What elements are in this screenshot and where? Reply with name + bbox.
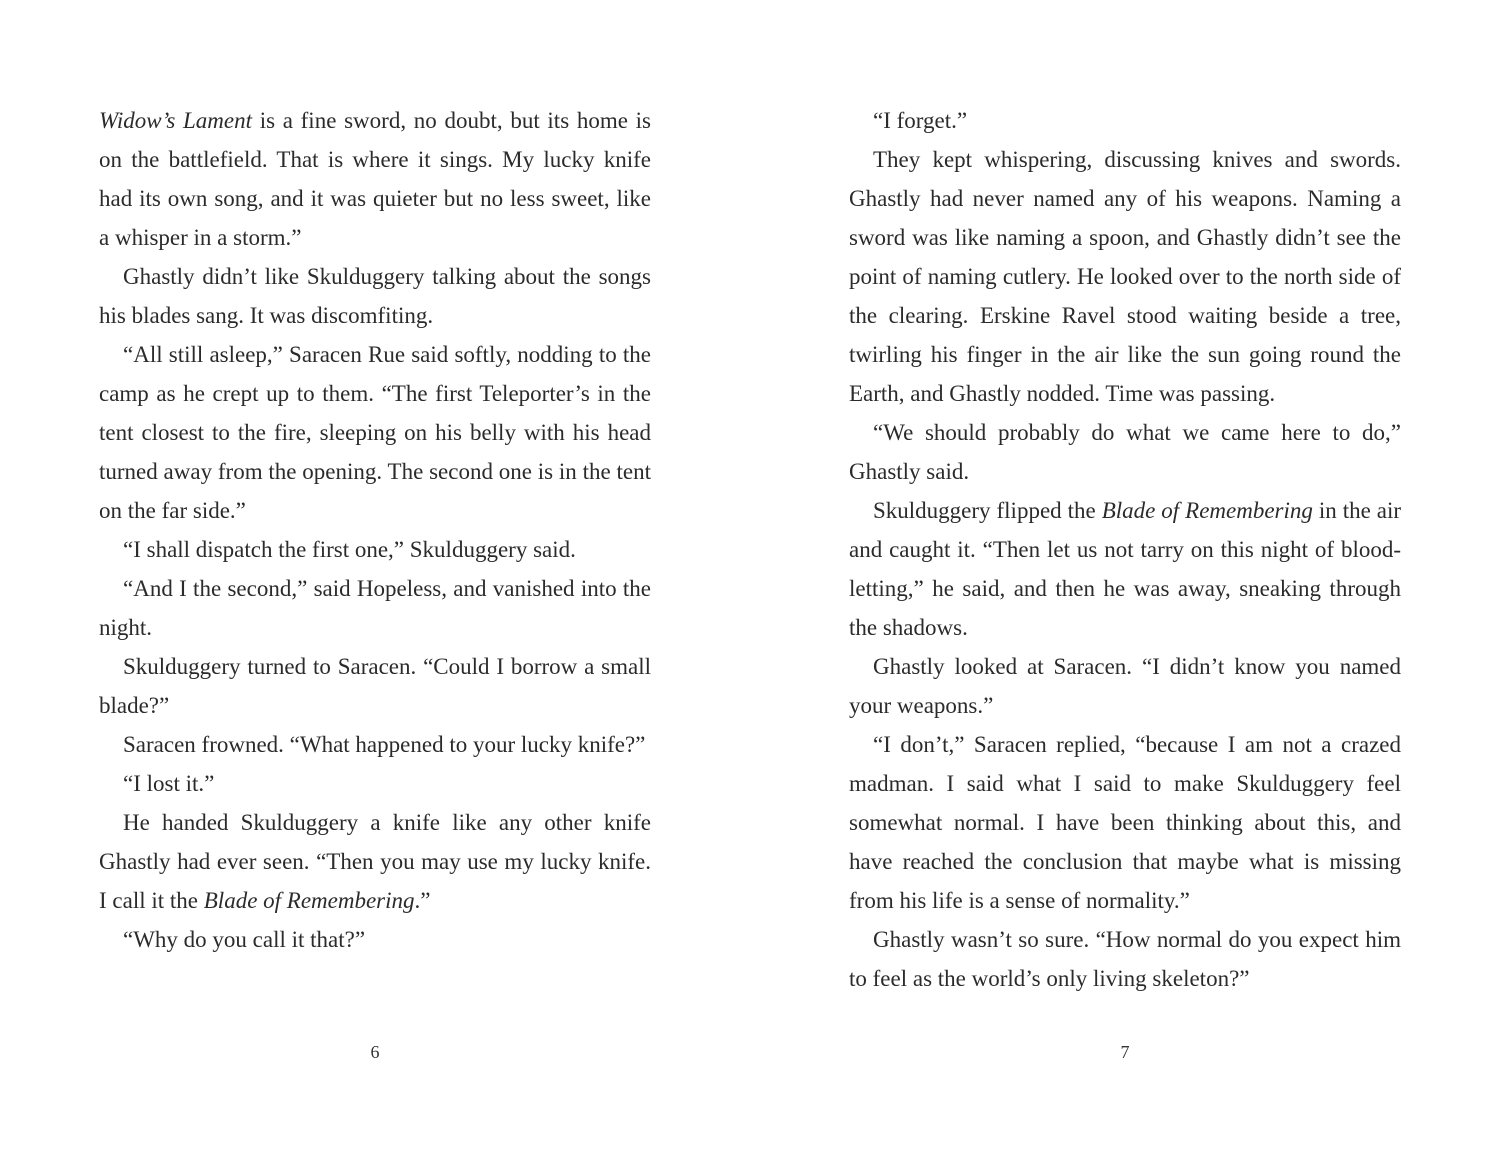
paragraph-text: Ghastly looked at Saracen. “I didn’t know you named your weapons.” <box>849 654 1401 718</box>
paragraph <box>849 413 1401 491</box>
paragraph <box>849 140 1401 413</box>
paragraph <box>99 803 651 920</box>
paragraph-text: Ghastly didn’t like Skulduggery talking about the songs his blades sang. It was discomfiting. <box>99 264 651 328</box>
paragraph <box>99 920 651 959</box>
left-page-text <box>99 101 651 959</box>
paragraph-text: .” <box>414 888 431 913</box>
paragraph <box>849 920 1401 998</box>
paragraph <box>99 764 651 803</box>
paragraph-text: in the air and caught it. “Then let us not tarry on this night of blood-letting,” he said, and then he was away, sneaking through the shadows. <box>849 498 1402 640</box>
paragraph-text: Skulduggery turned to Saracen. “Could I borrow a small blade?” <box>99 654 651 718</box>
page-number: 7 <box>1120 1042 1130 1062</box>
paragraph-text: “I forget.” <box>873 108 968 133</box>
paragraph <box>849 725 1401 920</box>
paragraph-text: “Why do you call it that?” <box>123 927 366 952</box>
book-title-italic: Widow’s Lament <box>99 108 252 133</box>
right-page <box>750 0 1500 1151</box>
paragraph-text: is a fine sword, no doubt, but its home is on the battlefield. That is where it sings. My lucky knife had its own song, and it was quieter but no less sweet, like a whisper in a storm.” <box>99 108 651 250</box>
paragraph <box>99 647 651 725</box>
right-page-text <box>849 101 1401 998</box>
paragraph-text: “And I the second,” said Hopeless, and vanished into the night. <box>99 576 651 640</box>
paragraph <box>849 647 1401 725</box>
paragraph-text: Skulduggery flipped the <box>873 498 1102 523</box>
paragraph <box>99 569 651 647</box>
paragraph-text: “We should probably do what we came here to do,” Ghastly said. <box>849 420 1401 484</box>
paragraph-text: “I lost it.” <box>123 771 215 796</box>
paragraph <box>849 491 1401 647</box>
page-number: 6 <box>370 1042 380 1062</box>
paragraph-text: “All still asleep,” Saracen Rue said softly, nodding to the camp as he crept up to them. “The first Teleporter’s in the tent closest to the fire, sleeping on his belly with his head turned away from the opening. The second one is in the tent on the far side.” <box>99 342 651 523</box>
paragraph-text: Ghastly wasn’t so sure. “How normal do you expect him to feel as the world’s only living skeleton?” <box>849 927 1401 991</box>
paragraph-text: “I don’t,” Saracen replied, “because I am not a crazed madman. I said what I said to make Skulduggery feel somewhat normal. I have been thinking about this, and have reached the conclusion that maybe what is missing from his life is a sense of normality.” <box>849 732 1401 913</box>
paragraph-text: He handed Skulduggery a knife like any other knife Ghastly had ever seen. “Then you may use my lucky knife. I call it the <box>99 810 651 913</box>
paragraph-text: “I shall dispatch the first one,” Skulduggery said. <box>123 537 576 562</box>
paragraph <box>99 530 651 569</box>
paragraph <box>849 101 1401 140</box>
paragraph <box>99 257 651 335</box>
blade-name-italic: Blade of Remembering <box>203 888 415 913</box>
paragraph <box>99 725 651 764</box>
blade-name-italic: Blade of Remembering <box>1101 498 1313 523</box>
paragraph <box>99 335 651 530</box>
paragraph-text: They kept whispering, discussing knives and swords. Ghastly had never named any of his weapons. Naming a sword was like naming a spoon, and Ghastly didn’t see the point of naming cutlery. He looked over to the north side of the clearing. Erskine Ravel stood waiting beside a tree, twirling his finger in the air like the sun going round the Earth, and Ghastly nodded. Time was passing. <box>849 147 1401 406</box>
paragraph-text: Saracen frowned. “What happened to your lucky knife?” <box>123 732 646 757</box>
paragraph <box>99 101 651 257</box>
